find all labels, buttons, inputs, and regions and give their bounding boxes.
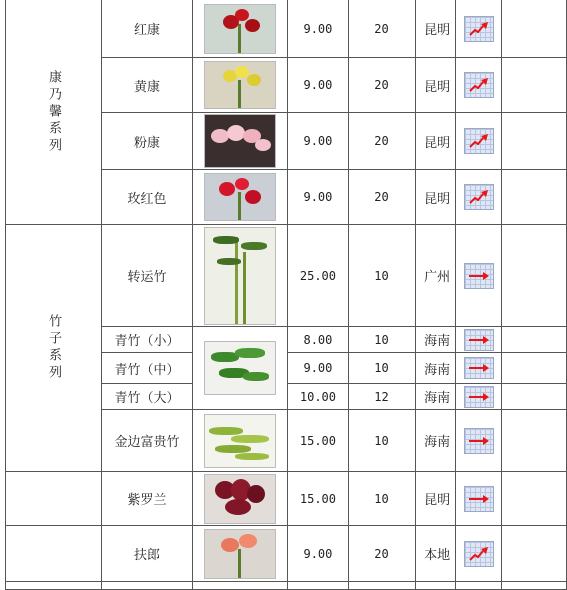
up-trend-icon[interactable] (464, 72, 494, 98)
origin: 昆明 (415, 58, 455, 113)
product-photo-cell (193, 526, 288, 582)
product-name: 玫红色 (102, 170, 193, 225)
empty-cell (502, 353, 567, 384)
price: 9.00 (288, 526, 348, 582)
category-cell (6, 0, 102, 225)
origin: 本地 (415, 526, 455, 582)
empty-cell (502, 58, 567, 113)
empty-cell (502, 526, 567, 582)
trend-cell (455, 327, 502, 353)
product-name: 粉康 (102, 113, 193, 170)
lucky-bamboo-photo (204, 227, 276, 325)
origin: 海南 (415, 353, 455, 384)
up-trend-icon[interactable] (464, 541, 494, 567)
table-row (6, 582, 567, 590)
quantity: 20 (348, 58, 415, 113)
stock-flower-photo (204, 474, 276, 524)
flat-trend-icon[interactable] (464, 329, 494, 351)
quantity: 20 (348, 113, 415, 170)
origin: 海南 (415, 410, 455, 472)
price: 9.00 (288, 0, 348, 58)
empty-cell (502, 384, 567, 410)
trend-cell (455, 384, 502, 410)
product-photo-cell (193, 58, 288, 113)
golden-edge-bamboo-photo (204, 414, 276, 468)
flat-trend-icon[interactable] (464, 357, 494, 379)
product-photo-cell (193, 113, 288, 170)
quantity: 10 (348, 353, 415, 384)
trend-cell (455, 170, 502, 225)
price: 9.00 (288, 353, 348, 384)
empty-cell (502, 327, 567, 353)
price: 10.00 (288, 384, 348, 410)
price: 9.00 (288, 113, 348, 170)
product-name: 红康 (102, 0, 193, 58)
origin: 昆明 (415, 0, 455, 58)
product-name: 扶郎 (102, 526, 193, 582)
product-photo-cell (193, 0, 288, 58)
pink-carnation-photo (204, 114, 276, 168)
category-label: 竹子系列 (46, 314, 61, 382)
product-name: 青竹（大） (102, 384, 193, 410)
quantity: 10 (348, 327, 415, 353)
price: 15.00 (288, 472, 348, 526)
quantity: 20 (348, 0, 415, 58)
empty-cell (502, 0, 567, 58)
origin: 昆明 (415, 170, 455, 225)
category-cell (6, 472, 102, 526)
table-row (6, 472, 567, 526)
empty-cell (502, 225, 567, 327)
trend-cell (455, 410, 502, 472)
trend-cell (455, 58, 502, 113)
category-label: 康乃馨系列 (46, 69, 61, 155)
origin: 广州 (415, 225, 455, 327)
product-name: 黄康 (102, 58, 193, 113)
product-name: 紫罗兰 (102, 472, 193, 526)
up-trend-icon[interactable] (464, 128, 494, 154)
trend-cell (455, 353, 502, 384)
yellow-carnation-photo (204, 61, 276, 109)
product-name: 转运竹 (102, 225, 193, 327)
green-bamboo-photo (204, 341, 276, 395)
table-row (6, 225, 567, 327)
category-cell (6, 225, 102, 472)
product-photo-cell (193, 170, 288, 225)
rose-red-carnation-photo (204, 173, 276, 221)
empty-cell (502, 170, 567, 225)
gerbera-photo (204, 529, 276, 579)
trend-cell (455, 472, 502, 526)
product-name: 金边富贵竹 (102, 410, 193, 472)
product-name: 青竹（小） (102, 327, 193, 353)
price: 9.00 (288, 170, 348, 225)
up-trend-icon[interactable] (464, 16, 494, 42)
origin: 海南 (415, 327, 455, 353)
flower-price-table (5, 0, 567, 590)
quantity: 10 (348, 225, 415, 327)
flat-trend-icon[interactable] (464, 486, 494, 512)
trend-cell (455, 225, 502, 327)
up-trend-icon[interactable] (464, 184, 494, 210)
quantity: 20 (348, 170, 415, 225)
product-photo-cell (193, 410, 288, 472)
product-photo-cell (193, 225, 288, 327)
empty-cell (502, 113, 567, 170)
quantity: 20 (348, 526, 415, 582)
price: 8.00 (288, 327, 348, 353)
trend-cell (455, 0, 502, 58)
table-row (6, 526, 567, 582)
origin: 昆明 (415, 113, 455, 170)
table-row (6, 0, 567, 58)
flat-trend-icon[interactable] (464, 428, 494, 454)
empty-cell (502, 472, 567, 526)
origin: 昆明 (415, 472, 455, 526)
flat-trend-icon[interactable] (464, 386, 494, 408)
price: 9.00 (288, 58, 348, 113)
product-name: 青竹（中） (102, 353, 193, 384)
empty-cell (502, 410, 567, 472)
price: 15.00 (288, 410, 348, 472)
product-photo-cell (193, 472, 288, 526)
category-cell (6, 526, 102, 582)
quantity: 10 (348, 410, 415, 472)
product-photo-cell (193, 327, 288, 410)
price: 25.00 (288, 225, 348, 327)
flat-trend-icon[interactable] (464, 263, 494, 289)
red-carnation-photo (204, 4, 276, 54)
origin: 海南 (415, 384, 455, 410)
trend-cell (455, 526, 502, 582)
trend-cell (455, 113, 502, 170)
quantity: 10 (348, 472, 415, 526)
quantity: 12 (348, 384, 415, 410)
